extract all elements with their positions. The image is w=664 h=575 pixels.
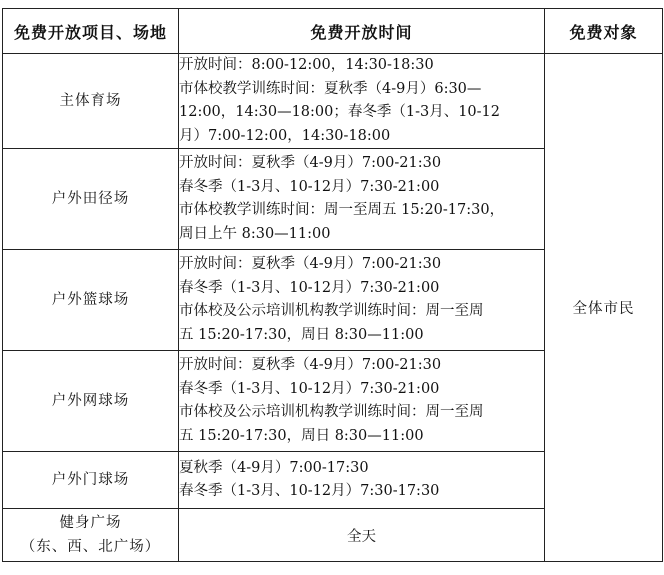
time-line: 开放时间：夏秋季（4-9月）7:00-21:30: [179, 357, 442, 373]
venue-cell: 户外篮球场: [3, 250, 179, 351]
time-line: 开放时间：夏秋季（4-9月）7:00-21:30: [179, 155, 442, 171]
time-line: 春冬季（1-3月、10-12月）7:30-21:00: [179, 279, 440, 296]
time-line: 春冬季（1-3月、10-12月）7:30-17:30: [179, 483, 440, 499]
time-line: 周日上午 8:30—11:00: [179, 225, 331, 242]
time-cell: [179, 250, 545, 351]
time-line: 市体校及公示培训机构教学训练时间：周一至周: [179, 404, 484, 420]
header-venue: 免费开放项目、场地: [3, 9, 179, 54]
venue-cell: 主体育场: [3, 54, 179, 149]
time-cell: [179, 54, 545, 149]
time-cell: [179, 351, 545, 452]
time-line: 春冬季（1-3月、10-12月）7:30-21:00: [179, 380, 440, 397]
time-cell: [179, 149, 545, 250]
venue-cell: [3, 509, 179, 562]
header-target: 免费对象: [545, 9, 663, 54]
time-cell: [179, 452, 545, 509]
time-line: 春冬季（1-3月、10-12月）7:30-21:00: [179, 178, 440, 195]
open-schedule-table: [2, 8, 663, 562]
header-row: [3, 9, 663, 54]
time-line: 夏秋季（4-9月）7:00-17:30: [179, 459, 369, 476]
venue-cell: 户外网球场: [3, 351, 179, 452]
venue-line: 健身广场: [59, 515, 122, 531]
time-line: 12:00，14:30—18:00；春冬季（1-3月、10-12: [179, 104, 501, 120]
target-cell: 全体市民: [545, 54, 663, 562]
venue-line: （东、西、北广场）: [20, 539, 161, 555]
time-line: 市体校教学训练时间：夏秋季（4-9月）6:30—: [179, 80, 482, 97]
time-line: 市体校教学训练时间：周一至周五 15:20-17:30，: [179, 202, 505, 218]
time-line: 月）7:00-12:00，14:30-18:00: [179, 127, 391, 144]
venue-cell: 户外田径场: [3, 149, 179, 250]
time-cell: 全天: [179, 509, 545, 562]
time-line: 市体校及公示培训机构教学训练时间：周一至周: [179, 303, 484, 319]
time-line: 五 15:20-17:30，周日 8:30—11:00: [179, 427, 424, 444]
table-row: [3, 54, 663, 149]
time-line: 开放时间：8:00-12:00，14:30-18:30: [179, 57, 434, 73]
time-line: 开放时间：夏秋季（4-9月）7:00-21:30: [179, 256, 442, 272]
venue-cell: 户外门球场: [3, 452, 179, 509]
time-line: 五 15:20-17:30，周日 8:30—11:00: [179, 326, 424, 343]
header-time: 免费开放时间: [179, 9, 545, 54]
